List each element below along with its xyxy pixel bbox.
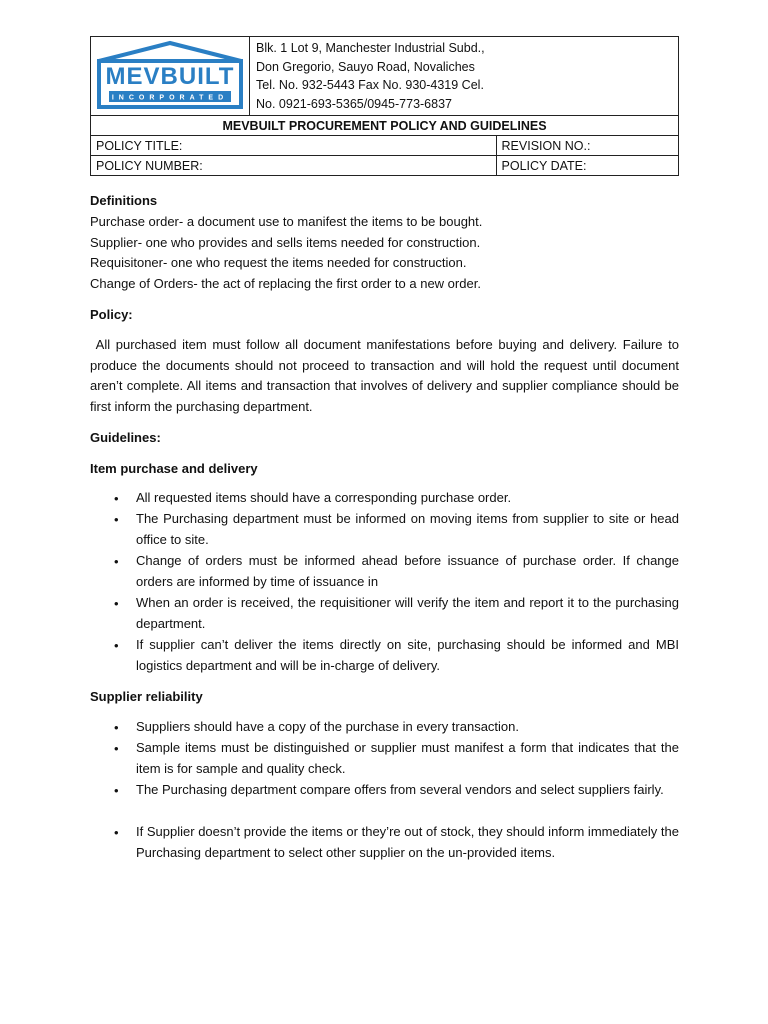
- list-item-text: Change of orders must be informed ahead before issuance of purchase order. If change orders are informed by time of issuance in: [136, 553, 679, 589]
- list-item-text: Suppliers should have a copy of the purchase in every transaction.: [136, 719, 520, 734]
- bullet-icon: •: [114, 596, 119, 611]
- bullet-icon: •: [114, 825, 119, 840]
- bullet-icon: •: [114, 741, 119, 756]
- policy-paragraph: All purchased item must follow all document manifestations before buying and delivery. Failure to produce the documents should not proceed to transaction and will hold the request until document aren’t complete. All items and transaction that involves of delivery and supplier compliance should be first inform the purchasing department.: [90, 337, 683, 414]
- address-line: Don Gregorio, Sauyo Road, Novaliches: [256, 59, 475, 74]
- list-item-text: Sample items must be distinguished or supplier must manifest a form that indicates that the item is for sample and quality check.: [136, 740, 679, 776]
- address-line: No. 0921-693-5365/0945-773-6837: [256, 96, 452, 111]
- logo-text-main: MEVBUILT: [105, 62, 235, 90]
- definition-item: Requisitoner- one who request the items needed for construction.: [90, 255, 467, 270]
- bullet-icon: •: [114, 720, 119, 735]
- policy-title-field: POLICY TITLE:: [91, 136, 497, 156]
- bullet-icon: •: [114, 783, 119, 798]
- list-item-text: When an order is received, the requisitioner will verify the item and report it to the purchasing department.: [136, 595, 679, 631]
- list-item-text: All requested items should have a corresponding purchase order.: [136, 490, 512, 505]
- bullet-icon: •: [114, 491, 119, 506]
- bullet-icon: •: [114, 554, 119, 569]
- document-body: [90, 0, 683, 1024]
- policy-heading: Policy:: [90, 307, 133, 322]
- document-title: MEVBUILT PROCUREMENT POLICY AND GUIDELINES: [91, 116, 679, 136]
- list-item-text: If supplier can’t deliver the items directly on site, purchasing should be informed and MBI logistics department and will be in-charge of delivery.: [136, 637, 679, 673]
- definition-item: Purchase order- a document use to manifest the items to be bought.: [90, 214, 483, 229]
- revision-no-field: REVISION NO.:: [496, 136, 678, 156]
- definition-item: Change of Orders- the act of replacing the first order to a new order.: [90, 276, 481, 291]
- bullet-icon: •: [114, 512, 119, 527]
- section-title-item-purchase: Item purchase and delivery: [90, 461, 258, 476]
- definitions-heading: Definitions: [90, 193, 158, 208]
- logo-text-sub: INCORPORATED: [111, 94, 229, 102]
- definition-item: Supplier- one who provides and sells items needed for construction.: [90, 235, 481, 250]
- policy-date-field: POLICY DATE:: [496, 156, 678, 176]
- guidelines-heading: Guidelines:: [90, 430, 161, 445]
- list-item-text: If Supplier doesn’t provide the items or they’re out of stock, they should inform immediately the Purchasing department to select other supplier on the un-provided items.: [136, 824, 679, 860]
- section-title-supplier-reliability: Supplier reliability: [90, 689, 203, 704]
- bullet-icon: •: [114, 638, 119, 653]
- address-line: Tel. No. 932-5443 Fax No. 930-4319 Cel.: [256, 78, 484, 93]
- list-item-text: The Purchasing department must be informed on moving items from supplier to site or head office to site.: [136, 511, 679, 547]
- policy-number-field: POLICY NUMBER:: [91, 156, 497, 176]
- list-item-text: The Purchasing department compare offers from several vendors and select suppliers fairly.: [136, 782, 664, 797]
- address-line: Blk. 1 Lot 9, Manchester Industrial Subd.,: [256, 41, 485, 55]
